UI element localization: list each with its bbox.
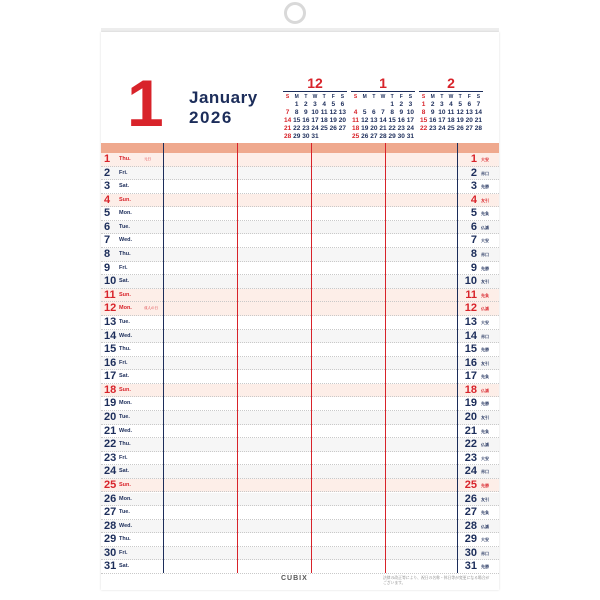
day-number-right: 27 xyxy=(464,506,477,519)
day-number-right: 11 xyxy=(465,288,477,301)
day-number-right: 24 xyxy=(464,465,477,478)
mini-day: 24 xyxy=(406,125,415,132)
day-number-right: 12 xyxy=(464,302,477,315)
rokuyo-label: 仏滅 xyxy=(481,442,489,448)
rokuyo-label: 先勝 xyxy=(481,482,489,488)
rokuyo-label: 仏滅 xyxy=(481,224,489,230)
rokuyo-label: 友引 xyxy=(481,279,489,285)
mini-day: 5 xyxy=(362,109,367,116)
day-number: 6 xyxy=(104,220,111,233)
mini-day: 23 xyxy=(429,125,437,132)
day-row[interactable] xyxy=(101,248,499,262)
mini-day: 23 xyxy=(397,125,405,132)
weekday-label: Sat. xyxy=(119,183,130,190)
mini-calendar-month: 1 xyxy=(351,76,415,92)
rokuyo-label: 仏滅 xyxy=(481,523,489,529)
mini-day: 28 xyxy=(474,125,483,132)
day-number-right: 20 xyxy=(464,411,477,424)
rokuyo-label: 赤口 xyxy=(481,550,489,556)
weekday-header: W xyxy=(380,94,386,100)
column-header-band xyxy=(101,143,499,153)
weekday-label: Fri. xyxy=(119,264,128,271)
weekday-label: Fri. xyxy=(119,359,128,366)
day-row[interactable] xyxy=(101,167,499,181)
day-number: 13 xyxy=(104,315,117,328)
mini-day: 7 xyxy=(381,109,385,116)
day-number-right: 30 xyxy=(464,546,477,559)
day-row[interactable] xyxy=(101,438,499,452)
day-number-right: 14 xyxy=(464,329,477,342)
day-number: 2 xyxy=(104,166,111,179)
day-number: 4 xyxy=(104,193,111,206)
mini-day: 23 xyxy=(302,125,310,132)
mini-day: 11 xyxy=(320,109,328,116)
weekday-label: Mon. xyxy=(119,400,132,407)
mini-day: 5 xyxy=(331,101,336,108)
blank-cell xyxy=(360,101,369,109)
day-row[interactable] xyxy=(101,194,499,208)
day-number: 14 xyxy=(104,329,117,342)
mini-day: 4 xyxy=(322,101,326,108)
weekday-label: Fri. xyxy=(119,169,128,176)
weekday-label: Mon. xyxy=(119,305,132,312)
blank-cell xyxy=(283,101,292,109)
mini-day: 10 xyxy=(311,109,319,116)
mini-day: 8 xyxy=(294,109,299,116)
mini-calendar-month: 12 xyxy=(283,76,347,92)
day-number: 28 xyxy=(104,519,117,532)
mini-day: 1 xyxy=(390,101,394,108)
day-number-right: 10 xyxy=(464,275,477,288)
mini-day: 12 xyxy=(456,109,464,116)
day-row[interactable] xyxy=(101,384,499,398)
rokuyo-label: 大安 xyxy=(481,455,489,461)
mini-day: 9 xyxy=(304,109,308,116)
mini-day: 30 xyxy=(302,133,310,140)
mini-day: 14 xyxy=(474,109,483,116)
day-row[interactable] xyxy=(101,370,499,384)
hanger-ring xyxy=(284,2,306,24)
brand-logo: CUBIX xyxy=(281,575,308,582)
day-row[interactable] xyxy=(101,316,499,330)
weekday-header: F xyxy=(467,94,471,100)
day-row[interactable] xyxy=(101,452,499,466)
mini-day: 16 xyxy=(302,117,310,124)
mini-day: 13 xyxy=(338,109,347,116)
mini-day: 3 xyxy=(408,101,413,108)
mini-calendar-1 xyxy=(351,76,415,141)
rokuyo-label: 先負 xyxy=(481,510,489,516)
mini-day: 6 xyxy=(340,101,345,108)
rokuyo-label: 友引 xyxy=(481,360,489,366)
rokuyo-label: 友引 xyxy=(481,415,489,421)
mini-day: 14 xyxy=(379,117,387,124)
calendar-sheet xyxy=(101,32,499,590)
mini-calendar-days xyxy=(283,93,347,141)
day-number: 25 xyxy=(104,478,117,491)
weekday-header: S xyxy=(408,94,413,100)
mini-day: 18 xyxy=(351,125,360,132)
mini-day: 12 xyxy=(361,117,369,124)
mini-day: 27 xyxy=(370,133,378,140)
month-name: January xyxy=(189,88,258,107)
day-row[interactable] xyxy=(101,275,499,289)
day-number-right: 6 xyxy=(470,220,477,233)
mini-day: 3 xyxy=(440,101,444,108)
day-row[interactable] xyxy=(101,153,499,167)
weekday-header: M xyxy=(430,94,435,100)
mini-day: 2 xyxy=(304,101,308,108)
rokuyo-label: 赤口 xyxy=(481,170,489,176)
month-number: 1 xyxy=(127,66,164,140)
day-row[interactable] xyxy=(101,560,499,574)
mini-calendar-days xyxy=(351,93,415,141)
weekday-label: Tue. xyxy=(119,318,130,325)
day-number-right: 26 xyxy=(464,492,477,505)
day-row[interactable] xyxy=(101,357,499,371)
mini-day: 27 xyxy=(465,125,473,132)
mini-day: 16 xyxy=(397,117,405,124)
weekday-label: Fri. xyxy=(119,454,128,461)
day-number: 24 xyxy=(104,465,117,478)
weekday-label: Wed. xyxy=(119,332,133,339)
mini-day: 10 xyxy=(438,109,446,116)
weekday-label: Sun. xyxy=(119,291,131,298)
rokuyo-label: 友引 xyxy=(481,496,489,502)
blank-cell xyxy=(378,101,387,109)
day-number: 26 xyxy=(104,492,117,505)
day-row[interactable] xyxy=(101,506,499,520)
mini-day: 21 xyxy=(474,117,483,124)
mini-calendar-2 xyxy=(419,76,483,133)
weekday-label: Wed. xyxy=(119,237,133,244)
weekday-header: T xyxy=(304,94,308,100)
weekday-header: T xyxy=(372,94,376,100)
day-row[interactable] xyxy=(101,425,499,439)
mini-day: 12 xyxy=(329,109,337,116)
day-number-right: 23 xyxy=(464,451,477,464)
mini-day: 4 xyxy=(353,109,358,116)
holiday-note: 成人の日 xyxy=(144,306,158,311)
day-number: 15 xyxy=(104,343,117,356)
mini-day: 21 xyxy=(379,125,387,132)
mini-day: 27 xyxy=(338,125,347,132)
mini-day: 30 xyxy=(397,133,405,140)
mini-day: 11 xyxy=(352,117,359,124)
weekday-header: W xyxy=(448,94,454,100)
mini-day: 29 xyxy=(388,133,396,140)
day-number-right: 7 xyxy=(470,234,477,247)
weekday-header: S xyxy=(340,94,345,100)
mini-day: 20 xyxy=(465,117,473,124)
day-number-right: 9 xyxy=(470,261,477,274)
rokuyo-label: 赤口 xyxy=(481,469,489,475)
day-number: 8 xyxy=(104,248,111,261)
mini-day: 17 xyxy=(438,117,446,124)
weekday-label: Wed. xyxy=(119,522,133,529)
day-row[interactable] xyxy=(101,262,499,276)
mini-day: 1 xyxy=(421,101,426,108)
mini-day: 31 xyxy=(406,133,415,140)
rokuyo-label: 大安 xyxy=(481,537,489,543)
mini-calendar-month: 2 xyxy=(419,76,483,92)
weekday-label: Mon. xyxy=(119,495,132,502)
weekday-label: Sun. xyxy=(119,386,131,393)
day-row[interactable] xyxy=(101,343,499,357)
mini-day: 29 xyxy=(293,133,301,140)
day-number: 3 xyxy=(104,180,111,193)
weekday-label: Tue. xyxy=(119,414,130,421)
day-row[interactable] xyxy=(101,302,499,316)
column-divider xyxy=(457,143,458,573)
day-row[interactable] xyxy=(101,397,499,411)
day-number: 9 xyxy=(104,261,111,274)
day-row[interactable] xyxy=(101,221,499,235)
day-number: 17 xyxy=(104,370,117,383)
weekday-label: Thu. xyxy=(119,346,131,353)
mini-day: 31 xyxy=(311,133,319,140)
weekday-label: Thu. xyxy=(119,156,131,162)
day-number-right: 22 xyxy=(464,438,477,451)
weekday-label: Sat. xyxy=(119,468,130,475)
rokuyo-label: 大安 xyxy=(481,238,489,244)
day-number: 18 xyxy=(104,383,117,396)
rokuyo-label: 先勝 xyxy=(481,184,489,190)
weekday-header: T xyxy=(458,94,462,100)
day-number: 7 xyxy=(104,234,111,247)
weekday-label: Fri. xyxy=(119,549,128,556)
rokuyo-label: 先勝 xyxy=(481,401,489,407)
mini-day: 17 xyxy=(406,117,415,124)
weekday-label: Sat. xyxy=(119,563,130,570)
weekday-header: T xyxy=(440,94,444,100)
rokuyo-label: 仏滅 xyxy=(481,306,489,312)
rokuyo-label: 先負 xyxy=(481,211,489,217)
weekday-header: W xyxy=(312,94,318,100)
day-row[interactable] xyxy=(101,330,499,344)
weekday-header: S xyxy=(285,94,290,100)
rokuyo-label: 先負 xyxy=(481,428,489,434)
mini-day: 3 xyxy=(313,101,317,108)
blank-cell xyxy=(351,101,360,109)
mini-day: 10 xyxy=(406,109,415,116)
mini-day: 22 xyxy=(388,125,396,132)
mini-day: 1 xyxy=(294,101,299,108)
mini-day: 19 xyxy=(456,117,464,124)
mini-day: 9 xyxy=(430,109,435,116)
weekday-label: Tue. xyxy=(119,223,130,230)
day-number-right: 18 xyxy=(464,383,477,396)
weekday-label: Thu. xyxy=(119,441,131,448)
weekday-label: Mon. xyxy=(119,210,132,217)
day-number: 11 xyxy=(104,288,116,301)
mini-calendar-12 xyxy=(283,76,347,141)
weekday-header: S xyxy=(421,94,426,100)
mini-day: 18 xyxy=(320,117,328,124)
day-number: 27 xyxy=(104,506,117,519)
day-number-right: 2 xyxy=(470,166,477,179)
column-divider xyxy=(311,143,312,573)
mini-day: 15 xyxy=(419,117,428,124)
mini-day: 22 xyxy=(293,125,301,132)
day-number: 19 xyxy=(104,397,117,410)
mini-day: 7 xyxy=(476,101,481,108)
day-row[interactable] xyxy=(101,479,499,493)
column-divider xyxy=(163,143,164,573)
day-number-right: 29 xyxy=(464,533,477,546)
weekday-label: Sat. xyxy=(119,278,130,285)
mini-day: 6 xyxy=(372,109,376,116)
weekday-label: Tue. xyxy=(119,509,130,516)
rokuyo-label: 先勝 xyxy=(481,347,489,353)
rokuyo-label: 仏滅 xyxy=(481,387,489,393)
mini-day: 13 xyxy=(370,117,378,124)
day-number: 10 xyxy=(104,275,117,288)
day-number: 22 xyxy=(104,438,117,451)
day-number: 5 xyxy=(104,207,111,220)
rokuyo-label: 先勝 xyxy=(481,265,489,271)
mini-day: 2 xyxy=(399,101,404,108)
day-number: 30 xyxy=(104,546,117,559)
mini-day: 6 xyxy=(467,101,472,108)
day-number-right: 15 xyxy=(464,343,477,356)
day-number-right: 1 xyxy=(470,153,477,165)
rokuyo-label: 大安 xyxy=(481,319,489,325)
schedule-grid xyxy=(101,143,499,573)
day-number: 16 xyxy=(104,356,117,369)
mini-day: 25 xyxy=(320,125,328,132)
mini-day: 22 xyxy=(419,125,428,132)
day-row[interactable] xyxy=(101,234,499,248)
mini-day: 7 xyxy=(285,109,290,116)
column-divider xyxy=(385,143,386,573)
weekday-header: F xyxy=(331,94,335,100)
rokuyo-label: 友引 xyxy=(481,197,489,203)
day-number-right: 4 xyxy=(470,193,477,206)
mini-day: 15 xyxy=(388,117,396,124)
mini-day: 19 xyxy=(329,117,337,124)
mini-day: 26 xyxy=(456,125,464,132)
day-row[interactable] xyxy=(101,289,499,303)
day-number: 31 xyxy=(104,560,117,573)
day-row[interactable] xyxy=(101,207,499,221)
day-number-right: 3 xyxy=(470,180,477,193)
rokuyo-label: 先負 xyxy=(481,292,489,298)
mini-day: 20 xyxy=(338,117,347,124)
day-number: 20 xyxy=(104,411,117,424)
mini-day: 25 xyxy=(351,133,360,140)
weekday-label: Sat. xyxy=(119,373,130,380)
weekday-label: Thu. xyxy=(119,536,131,543)
holiday-note: 元日 xyxy=(144,157,151,161)
day-row[interactable] xyxy=(101,411,499,425)
day-number-right: 19 xyxy=(464,397,477,410)
weekday-header: M xyxy=(362,94,367,100)
day-number: 23 xyxy=(104,451,117,464)
day-number-right: 16 xyxy=(464,356,477,369)
weekday-header: T xyxy=(322,94,326,100)
day-row[interactable] xyxy=(101,180,499,194)
column-divider xyxy=(237,143,238,573)
weekday-header: S xyxy=(476,94,481,100)
day-row[interactable] xyxy=(101,547,499,561)
mini-day: 21 xyxy=(283,125,292,132)
day-row[interactable] xyxy=(101,533,499,547)
mini-day: 8 xyxy=(390,109,394,116)
day-number-right: 28 xyxy=(464,519,477,532)
mini-day: 4 xyxy=(449,101,453,108)
day-number-right: 21 xyxy=(464,424,477,437)
mini-day: 2 xyxy=(430,101,435,108)
mini-day: 11 xyxy=(447,109,455,116)
day-number-right: 5 xyxy=(470,207,477,220)
mini-day: 19 xyxy=(361,125,369,132)
day-number: 29 xyxy=(104,533,117,546)
day-row[interactable] xyxy=(101,465,499,479)
mini-day: 28 xyxy=(283,133,292,140)
rokuyo-label: 赤口 xyxy=(481,333,489,339)
year-label: 2026 xyxy=(189,108,233,127)
mini-day: 15 xyxy=(293,117,301,124)
mini-day: 9 xyxy=(399,109,404,116)
day-number: 1 xyxy=(104,153,111,165)
day-number: 12 xyxy=(104,302,117,315)
day-row[interactable] xyxy=(101,520,499,534)
rokuyo-label: 赤口 xyxy=(481,252,489,258)
weekday-header: M xyxy=(294,94,299,100)
weekday-header: T xyxy=(390,94,394,100)
mini-day: 17 xyxy=(311,117,319,124)
day-number-right: 13 xyxy=(464,315,477,328)
mini-calendar-days xyxy=(419,93,483,133)
rokuyo-label: 先負 xyxy=(481,374,489,380)
mini-day: 24 xyxy=(311,125,319,132)
mini-day: 16 xyxy=(429,117,437,124)
weekday-label: Thu. xyxy=(119,251,131,258)
day-row[interactable] xyxy=(101,493,499,507)
weekday-label: Wed. xyxy=(119,427,133,434)
day-number-right: 31 xyxy=(464,560,477,573)
weekday-header: S xyxy=(353,94,358,100)
rokuyo-label: 大安 xyxy=(481,157,489,162)
blank-cell xyxy=(369,101,378,109)
mini-day: 28 xyxy=(379,133,387,140)
weekday-label: Sun. xyxy=(119,196,131,203)
footer-note: 法律の改正等により、祝日の名称・休日等が変更になる場合がございます。 xyxy=(383,576,490,585)
day-number-right: 8 xyxy=(470,248,477,261)
mini-day: 25 xyxy=(447,125,455,132)
mini-day: 8 xyxy=(421,109,426,116)
day-number-right: 25 xyxy=(464,478,477,491)
weekday-label: Sun. xyxy=(119,481,131,488)
mini-day: 5 xyxy=(458,101,462,108)
mini-day: 20 xyxy=(370,125,378,132)
mini-day: 18 xyxy=(447,117,455,124)
mini-day: 13 xyxy=(465,109,473,116)
mini-day: 14 xyxy=(283,117,292,124)
mini-day: 24 xyxy=(438,125,446,132)
weekday-header: F xyxy=(399,94,403,100)
mini-day: 26 xyxy=(361,133,369,140)
day-number-right: 17 xyxy=(464,370,477,383)
mini-day: 26 xyxy=(329,125,337,132)
day-number: 21 xyxy=(104,424,117,437)
rokuyo-label: 先勝 xyxy=(481,564,489,570)
